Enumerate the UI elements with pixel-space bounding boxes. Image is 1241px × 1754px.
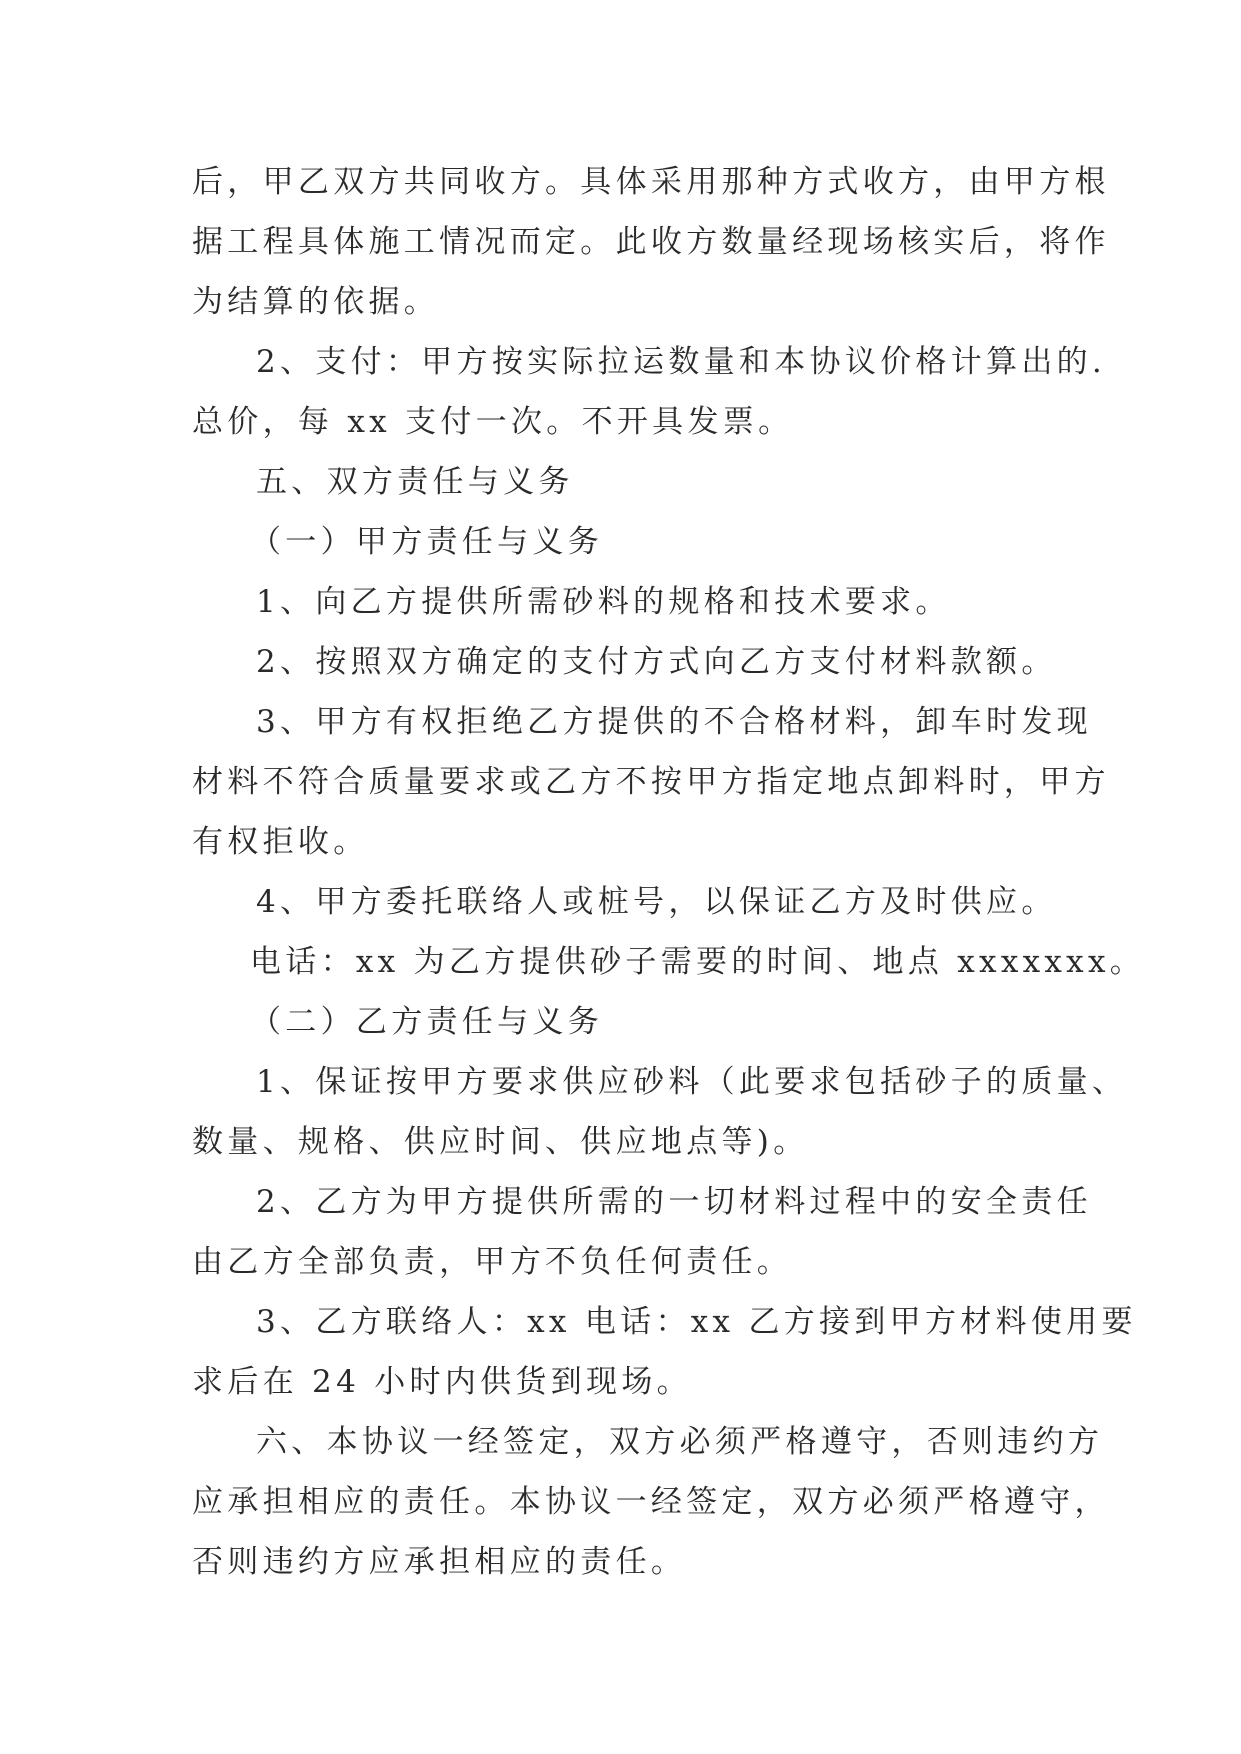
text-line: 1、保证按甲方要求供应砂料（此要求包括砂子的质量、 — [256, 1064, 1128, 1100]
text-line: 2、按照双方确定的支付方式向乙方支付材料款额。 — [256, 644, 1057, 680]
text-line: 为结算的依据。 — [192, 284, 440, 320]
clause-b2 — [192, 1172, 1092, 1292]
section-heading-responsibilities — [192, 452, 1072, 512]
text-line: 4、甲方委托联络人或桩号，以保证乙方及时供应。 — [256, 884, 1057, 920]
text-line: 总价，每 xx 支付一次。不开具发票。 — [192, 404, 794, 440]
paragraph-settlement-basis — [192, 152, 1110, 332]
text-line: 据工程具体施工情况而定。此收方数量经现场核实后，将作 — [192, 224, 1110, 260]
text-line: 后，甲乙双方共同收方。具体采用那种方式收方，由甲方根 — [192, 164, 1110, 200]
clause-a3 — [192, 692, 1110, 872]
text-line: 材料不符合质量要求或乙方不按甲方指定地点卸料时，甲方 — [192, 764, 1110, 800]
text-line: 1、向乙方提供所需砂料的规格和技术要求。 — [256, 584, 951, 620]
paragraph-payment — [192, 332, 1107, 452]
text-line: 求后在 24 小时内供货到现场。 — [192, 1364, 692, 1400]
text-line: 数量、规格、供应时间、供应地点等)。 — [192, 1124, 809, 1160]
text-line: 3、甲方有权拒绝乙方提供的不合格材料，卸车时发现 — [256, 704, 1092, 740]
text-line: 3、乙方联络人：xx 电话：xx 乙方接到甲方材料使用要 — [256, 1304, 1137, 1340]
text-line: 由乙方全部负责，甲方不负任何责任。 — [192, 1244, 793, 1280]
phone-note — [192, 932, 1146, 992]
clause-a4 — [192, 872, 1072, 932]
clause-b1 — [192, 1052, 1128, 1172]
text-line: 应承担相应的责任。本协议一经签定，双方必须严格遵守， — [192, 1484, 1110, 1520]
subsection-heading-party-a — [192, 512, 1072, 572]
heading-text: （一）甲方责任与义务 — [250, 524, 603, 560]
text-line: 电话：xx 为乙方提供砂子需要的时间、地点 xxxxxxx。 — [250, 944, 1146, 980]
subsection-heading-party-b — [192, 992, 1072, 1052]
text-line: 有权拒收。 — [192, 824, 369, 860]
text-line: 2、乙方为甲方提供所需的一切材料过程中的安全责任 — [256, 1184, 1092, 1220]
section-heading-agreement-binding — [192, 1412, 1110, 1592]
text-line: 六、本协议一经签定，双方必须严格遵守，否则违约方 — [256, 1424, 1104, 1460]
text-line: 2、支付：甲方按实际拉运数量和本协议价格计算出的. — [256, 344, 1107, 380]
clause-a2 — [192, 632, 1072, 692]
heading-text: （二）乙方责任与义务 — [250, 1004, 603, 1040]
heading-text: 五、双方责任与义务 — [256, 464, 574, 500]
clause-a1 — [192, 572, 1072, 632]
document-body — [192, 152, 1146, 1592]
text-line: 否则违约方应承担相应的责任。 — [192, 1544, 687, 1580]
clause-b3 — [192, 1292, 1137, 1412]
